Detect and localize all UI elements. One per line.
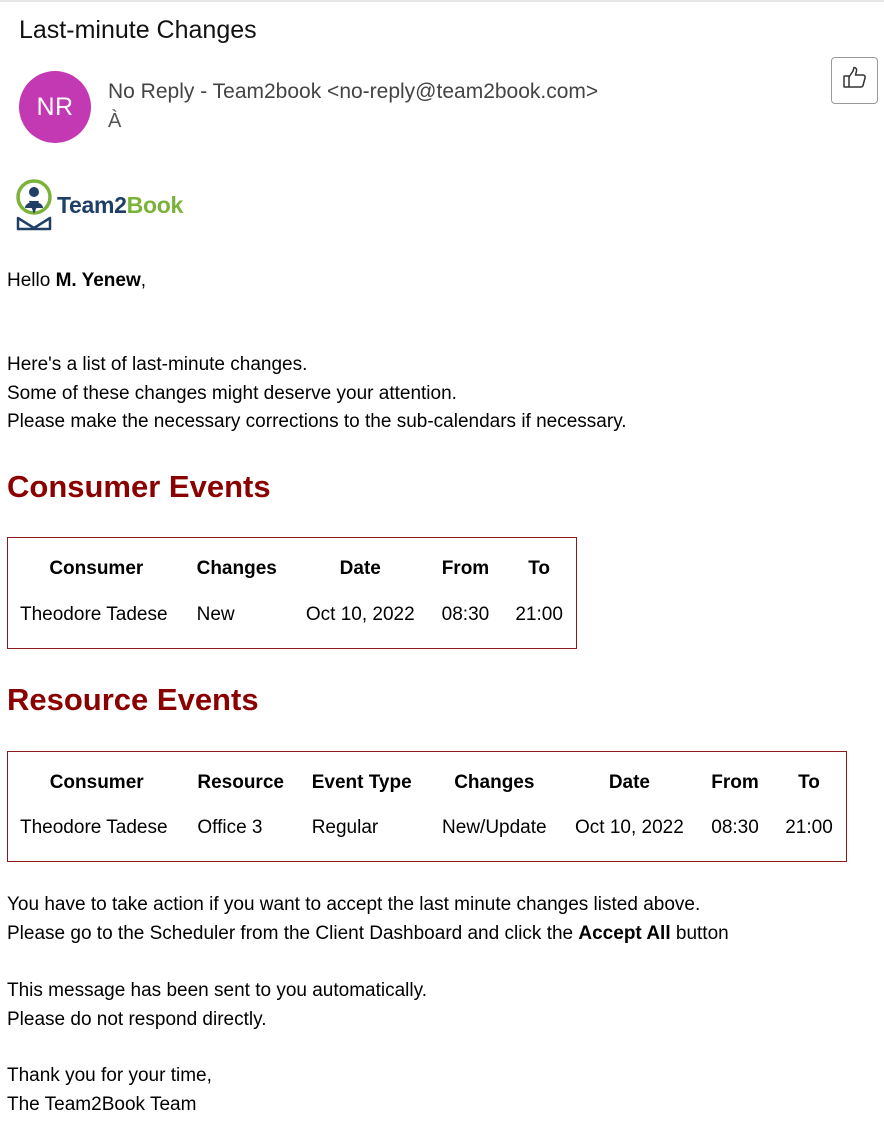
table-cell: Office 3 (197, 817, 263, 839)
email-subject: Last-minute Changes (19, 16, 257, 44)
table-header-row (8, 538, 577, 590)
column-header: To (798, 771, 820, 793)
table-cell: Theodore Tadese (20, 817, 168, 839)
column-header: Changes (196, 557, 277, 579)
table-cell: New/Update (442, 817, 547, 839)
column-header: Date (339, 557, 381, 579)
team2book-logo (15, 178, 183, 232)
notice-text: This message has been sent to you automatically. Please do not respond directly. (7, 980, 427, 1030)
consumer-events-table (7, 537, 577, 649)
accept-all-label: Accept All (578, 922, 671, 944)
closing-text: Thank you for your time, The Team2Book Team (7, 1065, 212, 1115)
column-header: To (528, 557, 551, 579)
table-cell: Regular (311, 817, 379, 839)
consumer-events-heading: Consumer Events (7, 469, 271, 504)
sender-avatar[interactable]: NR (19, 71, 91, 143)
greeting: Hello M. Yenew, (7, 270, 147, 291)
column-header: Resource (197, 771, 284, 793)
table-row (8, 804, 847, 862)
thumbs-up-icon (842, 66, 868, 95)
recipient-name: M. Yenew (55, 270, 141, 291)
table-cell: Oct 10, 2022 (575, 817, 684, 839)
column-header: Changes (454, 771, 535, 793)
column-header: From (711, 771, 759, 793)
table-cell: 21:00 (785, 817, 833, 839)
table-row (8, 590, 577, 649)
logo-wordmark: Team2Book (57, 191, 183, 218)
table-cell: Oct 10, 2022 (305, 603, 415, 625)
table-cell: 08:30 (441, 603, 490, 625)
resource-events-heading: Resource Events (7, 682, 259, 717)
table-cell: 21:00 (515, 603, 563, 625)
table-cell: Theodore Tadese (20, 603, 168, 625)
like-button[interactable] (831, 57, 878, 104)
column-header: Consumer (49, 771, 144, 793)
divider (0, 0, 884, 2)
column-header: Consumer (49, 557, 144, 579)
column-header: Date (608, 771, 650, 793)
table-header-row (8, 752, 847, 804)
column-header: From (441, 557, 490, 579)
table-cell: New (196, 603, 235, 625)
table-cell: 08:30 (711, 817, 759, 839)
sender-address[interactable]: No Reply - Team2book <no-reply@team2book.com> (108, 80, 599, 103)
recipient-line[interactable]: À (108, 110, 122, 132)
team2book-logo-mark (15, 178, 53, 232)
action-text: You have to take action if you want to accept the last minute changes listed above. Please go to the Scheduler from the Client Dashboard and click the Accept All button (7, 894, 729, 944)
intro-text: Here's a list of last-minute changes. Some of these changes might deserve your attention. Please make the necessary corrections to the sub-calendars if necessary. (7, 354, 627, 432)
column-header: Event Type (311, 771, 412, 793)
resource-events-table (7, 751, 847, 862)
